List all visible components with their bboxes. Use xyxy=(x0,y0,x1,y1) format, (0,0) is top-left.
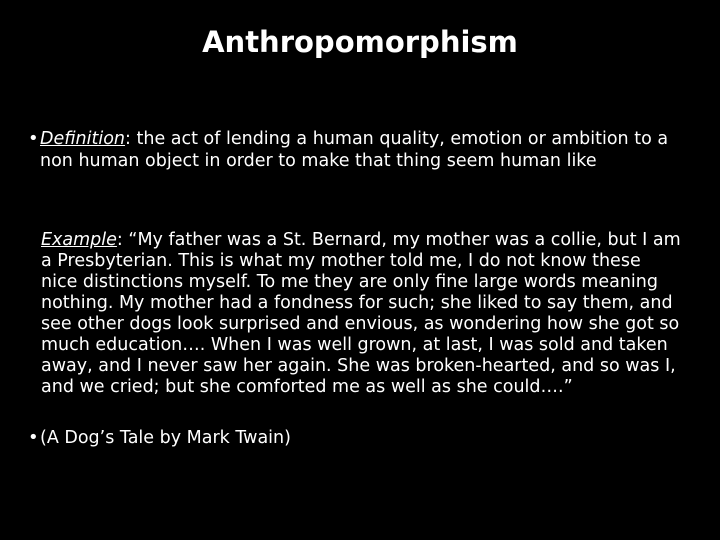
definition-separator: : xyxy=(125,129,131,149)
definition-label: Definition xyxy=(40,129,126,149)
source-citation: (A Dog’s Tale by Mark Twain) xyxy=(40,428,291,448)
example-quote-text: “My father was a St. Bernard, my mother was a collie, but I am a Presbyterian. This is what my mother told me, I do not know these nice distinctions myself. To me they are only fine large words meaning nothing. My mother had a fondness for such; she liked to say them, and see other dogs look surprised and envious, as wondering how she got so much education…. When I was well grown, at last, I was sold and taken away, and I never saw her again. She was broken-hearted, and so was I, and we cried; but she comforted me as well as she could….” xyxy=(41,230,681,397)
definition-item xyxy=(0,128,700,172)
example-paragraph xyxy=(41,230,681,398)
example-label: Example xyxy=(41,230,117,250)
slide-title: Anthropomorphism xyxy=(202,25,518,59)
bullet-glyph: • xyxy=(28,427,39,448)
definition-text: the act of lending a human quality, emotion or ambition to a non human object in order to make that thing seem human like xyxy=(40,129,669,171)
source-item xyxy=(0,427,700,449)
bullet-glyph: • xyxy=(28,128,39,149)
definition-text-block xyxy=(40,128,672,172)
example-separator: : xyxy=(116,230,123,250)
